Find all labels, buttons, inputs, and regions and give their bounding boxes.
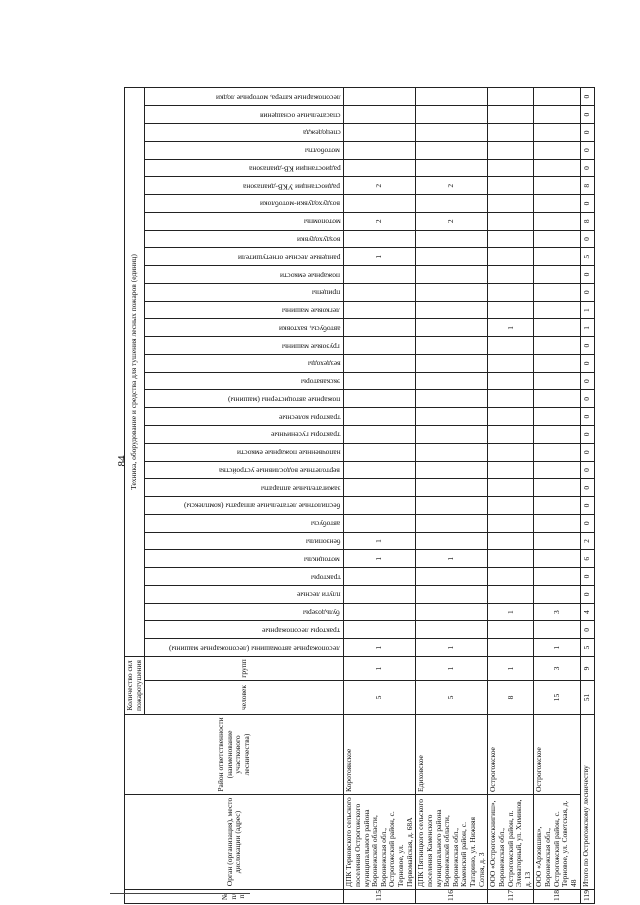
header-equipment-label: пожарные автоцистерны (машины) [228, 395, 341, 405]
row-equipment-value [344, 88, 416, 106]
row-equipment-value [344, 408, 416, 426]
row-equipment-value [488, 585, 534, 603]
header-area: Район ответственности (наименование участкового лесничества) [125, 715, 344, 795]
row-equipment-value [344, 585, 416, 603]
row-equipment-value [416, 390, 488, 408]
row-equipment-value [488, 497, 534, 515]
row-equipment-value [344, 141, 416, 159]
header-equipment-item [145, 124, 344, 142]
row-equipment-value: 1 [416, 639, 488, 657]
header-equipment-item [145, 497, 344, 515]
row-equipment-value [488, 337, 534, 355]
header-equipment-label: вездеходы [307, 359, 341, 369]
table-row [416, 88, 488, 904]
header-equipment-label: автобусы, вахтовки [278, 324, 341, 334]
header-equipment-label: тракторы колесные [278, 412, 341, 422]
row-equipment-value [488, 159, 534, 177]
row-groups: 1 [344, 656, 416, 680]
row-equipment-value [534, 88, 580, 106]
header-equipment-item [145, 443, 344, 461]
total-equipment-value: 0 [580, 354, 594, 372]
header-equipment-item [145, 177, 344, 195]
row-equipment-value [344, 568, 416, 586]
total-equipment-value: 0 [580, 408, 594, 426]
total-equipment-value: 0 [580, 283, 594, 301]
total-equipment-value: 6 [580, 550, 594, 568]
row-equipment-value [534, 550, 580, 568]
row-equipment-value: 1 [534, 639, 580, 657]
total-equipment-value: 5 [580, 639, 594, 657]
row-equipment-value [488, 408, 534, 426]
row-equipment-value [488, 283, 534, 301]
row-people: 15 [534, 681, 580, 715]
row-organization: ДПК Пятницкого сельского поселения Каменского муниципального района Воронежской области, Воронежская обл., Каменский район, с. Татарино, ул. Нижняя Сотня, д. 3 [416, 795, 488, 890]
row-groups: 3 [534, 656, 580, 680]
row-equipment-value: 1 [488, 319, 534, 337]
row-equipment-value [344, 337, 416, 355]
row-equipment-value [488, 568, 534, 586]
header-equipment-item [145, 230, 344, 248]
row-equipment-value [534, 390, 580, 408]
row-equipment-value [534, 230, 580, 248]
row-equipment-value [534, 497, 580, 515]
total-equipment-value: 0 [580, 443, 594, 461]
row-equipment-value [416, 248, 488, 266]
header-equipment-label: легковые машины [282, 306, 341, 316]
row-equipment-value [416, 585, 488, 603]
row-equipment-value [344, 390, 416, 408]
header-equipment-label: воздуходувки [296, 235, 341, 245]
header-equipment-label: лесопожарные автомашины (лесопожарные машины) [169, 643, 341, 653]
header-equipment-item [145, 195, 344, 213]
row-equipment-value: 1 [344, 532, 416, 550]
row-organization: ООО «Острогожскнигиш», Воронежская обл., Острогожский район, п. Элеваторный, ул. Химиков, д. 13 [488, 795, 534, 890]
row-equipment-value [488, 195, 534, 213]
total-equipment-value: 0 [580, 195, 594, 213]
row-equipment-value [534, 443, 580, 461]
header-equipment-label: зажигательные аппараты [260, 484, 341, 494]
row-area: Коротоякское [344, 715, 416, 795]
row-equipment-value [416, 319, 488, 337]
row-equipment-value [488, 479, 534, 497]
header-equipment-label: прицепы [312, 288, 341, 298]
total-equipment-value: 0 [580, 514, 594, 532]
row-equipment-value [344, 514, 416, 532]
total-equipment-value: 0 [580, 568, 594, 586]
row-equipment-value: 2 [416, 212, 488, 230]
row-equipment-value [534, 514, 580, 532]
header-equipment-label: пожарные емкости [280, 270, 341, 280]
row-equipment-value [416, 461, 488, 479]
total-equipment-value: 0 [580, 141, 594, 159]
row-organization: ООО «Арзовшик», Воронежская обл., Острогожский район, с. Терновое, ул. Советская, д. 48 [534, 795, 580, 890]
row-equipment-value [534, 319, 580, 337]
row-equipment-value: 2 [344, 212, 416, 230]
row-equipment-value [416, 354, 488, 372]
row-equipment-value [534, 106, 580, 124]
total-equipment-value: 8 [580, 212, 594, 230]
row-equipment-value [416, 426, 488, 444]
header-equipment-item [145, 585, 344, 603]
total-equipment-value: 0 [580, 390, 594, 408]
header-equipment-label: мотопомпы [303, 217, 341, 227]
row-equipment-value [534, 568, 580, 586]
header-equipment-item [145, 639, 344, 657]
total-equipment-value: 0 [580, 426, 594, 444]
header-equipment-item [145, 550, 344, 568]
row-equipment-value [534, 337, 580, 355]
header-equipment-item [145, 603, 344, 621]
row-equipment-value [416, 337, 488, 355]
header-equipment-label: тракторы гусеничные [270, 430, 341, 440]
total-equipment-value: 0 [580, 230, 594, 248]
total-equipment-value: 0 [580, 337, 594, 355]
row-equipment-value [416, 479, 488, 497]
row-equipment-value [344, 301, 416, 319]
header-equipment-label: беспилотные летательные аппараты (комплексы) [183, 501, 341, 511]
row-equipment-value [534, 461, 580, 479]
header-equipment-item [145, 461, 344, 479]
row-equipment-value [344, 426, 416, 444]
row-equipment-value [488, 390, 534, 408]
row-number: 117 [488, 890, 534, 904]
row-equipment-value [534, 585, 580, 603]
page-number: 84 [116, 455, 128, 467]
header-equipment-item [145, 266, 344, 284]
header-equipment-item [145, 621, 344, 639]
row-people: 5 [416, 681, 488, 715]
row-organization: ДПК Терновского сельского поселения Острогожского муниципального района Воронежской области, Воронежская обл., Острогожский район, с. Терновое, ул. Первомайская, д. 68А [344, 795, 416, 890]
row-equipment-value [488, 301, 534, 319]
row-number: 116 [416, 890, 488, 904]
header-equipment-label: вертолетные водосливные устройства [219, 466, 341, 476]
row-equipment-value [416, 443, 488, 461]
row-area: Острогожское [488, 715, 534, 795]
header-no: № п/п [125, 890, 344, 904]
header-equipment-item [145, 390, 344, 408]
header-equipment-label: напочвенные пожарные емкости [236, 448, 341, 458]
row-equipment-value [344, 159, 416, 177]
total-number: 119 [580, 890, 594, 904]
total-equipment-value: 8 [580, 177, 594, 195]
row-equipment-value [534, 372, 580, 390]
row-equipment-value [534, 426, 580, 444]
row-equipment-value [488, 248, 534, 266]
header-equipment-item [145, 372, 344, 390]
row-equipment-value [534, 159, 580, 177]
header-equipment-item [145, 159, 344, 177]
row-equipment-value [344, 603, 416, 621]
total-equipment-value: 2 [580, 532, 594, 550]
row-equipment-value [344, 195, 416, 213]
total-equipment-value: 0 [580, 585, 594, 603]
header-equipment-item [145, 301, 344, 319]
row-equipment-value [488, 426, 534, 444]
total-equipment-value: 0 [580, 159, 594, 177]
row-equipment-value [344, 443, 416, 461]
footer-rule [110, 893, 250, 894]
row-equipment-value [534, 124, 580, 142]
total-row [580, 88, 594, 904]
total-equipment-value: 0 [580, 266, 594, 284]
header-equipment-label: бензопилы [305, 537, 341, 547]
row-equipment-value [416, 621, 488, 639]
header-equipment-label: лесопожарные катера, моторные лодки [215, 92, 341, 102]
row-equipment-value [534, 532, 580, 550]
header-equipment-label: спецодежда [302, 128, 341, 138]
header-row-1 [125, 88, 145, 904]
row-equipment-value [534, 408, 580, 426]
total-equipment-value: 5 [580, 248, 594, 266]
row-equipment-value [344, 124, 416, 142]
row-area: Едиховское [416, 715, 488, 795]
row-equipment-value: 1 [488, 603, 534, 621]
row-equipment-value [534, 212, 580, 230]
row-equipment-value [344, 461, 416, 479]
total-people: 51 [580, 681, 594, 715]
total-equipment-value: 0 [580, 106, 594, 124]
row-equipment-value [344, 319, 416, 337]
header-equipment-label: грузовые машины [282, 341, 341, 351]
row-equipment-value [416, 372, 488, 390]
header-equipment-item [145, 568, 344, 586]
header-equipment-item [145, 106, 344, 124]
header-equipment-item [145, 141, 344, 159]
header-equipment-label: воздуходувки-мотоблоки [260, 199, 341, 209]
row-equipment-value [416, 159, 488, 177]
row-equipment-value [534, 301, 580, 319]
header-equipment-item [145, 408, 344, 426]
total-equipment-value: 0 [580, 372, 594, 390]
row-equipment-value: 3 [534, 603, 580, 621]
row-equipment-value: 1 [344, 550, 416, 568]
header-equipment-item [145, 319, 344, 337]
row-equipment-value [534, 354, 580, 372]
header-equipment-item [145, 212, 344, 230]
row-area: Острогожское [534, 715, 580, 795]
row-equipment-value [534, 195, 580, 213]
total-equipment-value: 1 [580, 319, 594, 337]
row-groups: 1 [488, 656, 534, 680]
row-equipment-value: 1 [344, 639, 416, 657]
row-equipment-value [488, 124, 534, 142]
header-equipment-item [145, 283, 344, 301]
header-equipment-label: тракторы [310, 572, 341, 582]
row-equipment-value [344, 266, 416, 284]
row-equipment-value [416, 497, 488, 515]
row-equipment-value [488, 354, 534, 372]
row-equipment-value [416, 106, 488, 124]
row-equipment-value [344, 479, 416, 497]
row-equipment-value [488, 212, 534, 230]
header-equipment-label: радиостанции УКВ-диапазона [243, 182, 341, 192]
total-equipment-value: 0 [580, 124, 594, 142]
row-equipment-value [416, 408, 488, 426]
header-people: человек [145, 681, 344, 715]
row-equipment-value [488, 461, 534, 479]
header-equipment-item [145, 248, 344, 266]
row-equipment-value [344, 283, 416, 301]
header-equipment-item [145, 337, 344, 355]
total-equipment-value: 0 [580, 461, 594, 479]
table-viewport [124, 87, 591, 904]
header-equipment-label: бульдозеры [303, 608, 341, 618]
row-equipment-value [488, 230, 534, 248]
row-equipment-value [488, 106, 534, 124]
row-equipment-value [488, 639, 534, 657]
equipment-table [124, 87, 595, 904]
row-equipment-value [416, 568, 488, 586]
total-equipment-value: 0 [580, 621, 594, 639]
row-equipment-value [488, 266, 534, 284]
total-groups: 9 [580, 656, 594, 680]
table-row [488, 88, 534, 904]
total-equipment-value: 0 [580, 497, 594, 515]
row-equipment-value [344, 354, 416, 372]
row-equipment-value [416, 195, 488, 213]
row-equipment-value: 2 [344, 177, 416, 195]
header-equipment-label: экскаваторы [301, 377, 341, 387]
total-equipment-value: 0 [580, 479, 594, 497]
header-equipment: Техника, оборудование и средства для тушения лесных пожаров (единиц) [125, 88, 145, 657]
row-equipment-value [488, 532, 534, 550]
header-equipment-label: мотоциклы [304, 555, 341, 565]
header-equipment-item [145, 479, 344, 497]
row-equipment-value [416, 88, 488, 106]
row-equipment-value [416, 603, 488, 621]
row-equipment-value [488, 141, 534, 159]
header-equipment-label: спасательные оснащения [259, 110, 341, 120]
row-equipment-value [344, 497, 416, 515]
header-equipment-label: автобусы [310, 519, 341, 529]
header-equipment-label: тракторы лесопожарные [262, 626, 341, 636]
row-groups: 1 [416, 656, 488, 680]
row-equipment-value [416, 266, 488, 284]
row-equipment-value [534, 248, 580, 266]
row-equipment-value [534, 479, 580, 497]
header-equipment-item [145, 354, 344, 372]
row-equipment-value [534, 266, 580, 284]
row-equipment-value [416, 514, 488, 532]
row-equipment-value [416, 532, 488, 550]
row-equipment-value [488, 88, 534, 106]
row-equipment-value [416, 301, 488, 319]
total-label: Итого по Острогожскому лесничеству [580, 715, 594, 890]
row-equipment-value: 1 [416, 550, 488, 568]
row-equipment-value [488, 372, 534, 390]
row-people: 5 [344, 681, 416, 715]
row-equipment-value [344, 230, 416, 248]
row-number: 118 [534, 890, 580, 904]
row-equipment-value: 2 [416, 177, 488, 195]
total-equipment-value: 1 [580, 301, 594, 319]
row-equipment-value [534, 621, 580, 639]
row-equipment-value [488, 177, 534, 195]
header-equipment-label: ранцевые лесные огнетушители [237, 253, 341, 263]
header-equipment-label: мотоболты [305, 146, 341, 156]
table-row [344, 88, 416, 904]
row-equipment-value [416, 283, 488, 301]
row-equipment-value [344, 372, 416, 390]
row-equipment-value [534, 177, 580, 195]
row-equipment-value [416, 230, 488, 248]
rotated-page [124, 87, 591, 904]
header-org: Орган (организация), место дислокации (адрес) [125, 795, 344, 890]
header-equipment-item [145, 88, 344, 106]
row-people: 8 [488, 681, 534, 715]
header-equipment-item [145, 514, 344, 532]
row-equipment-value [344, 621, 416, 639]
row-equipment-value [488, 621, 534, 639]
total-equipment-value: 4 [580, 603, 594, 621]
row-equipment-value [488, 550, 534, 568]
header-groups: групп [145, 656, 344, 680]
total-equipment-value: 0 [580, 88, 594, 106]
row-equipment-value [488, 514, 534, 532]
header-forces: Количество сил пожаротушения [125, 656, 145, 714]
row-equipment-value: 1 [344, 248, 416, 266]
header-equipment-item [145, 426, 344, 444]
header-equipment-item [145, 532, 344, 550]
row-equipment-value [344, 106, 416, 124]
row-equipment-value [416, 141, 488, 159]
row-equipment-value [416, 124, 488, 142]
row-equipment-value [534, 283, 580, 301]
row-equipment-value [488, 443, 534, 461]
row-equipment-value [534, 141, 580, 159]
row-number: 115 [344, 890, 416, 904]
header-equipment-label: плуги лесные [296, 590, 341, 600]
header-equipment-label: радиостанции КВ-диапазона [248, 164, 341, 174]
table-row [534, 88, 580, 904]
